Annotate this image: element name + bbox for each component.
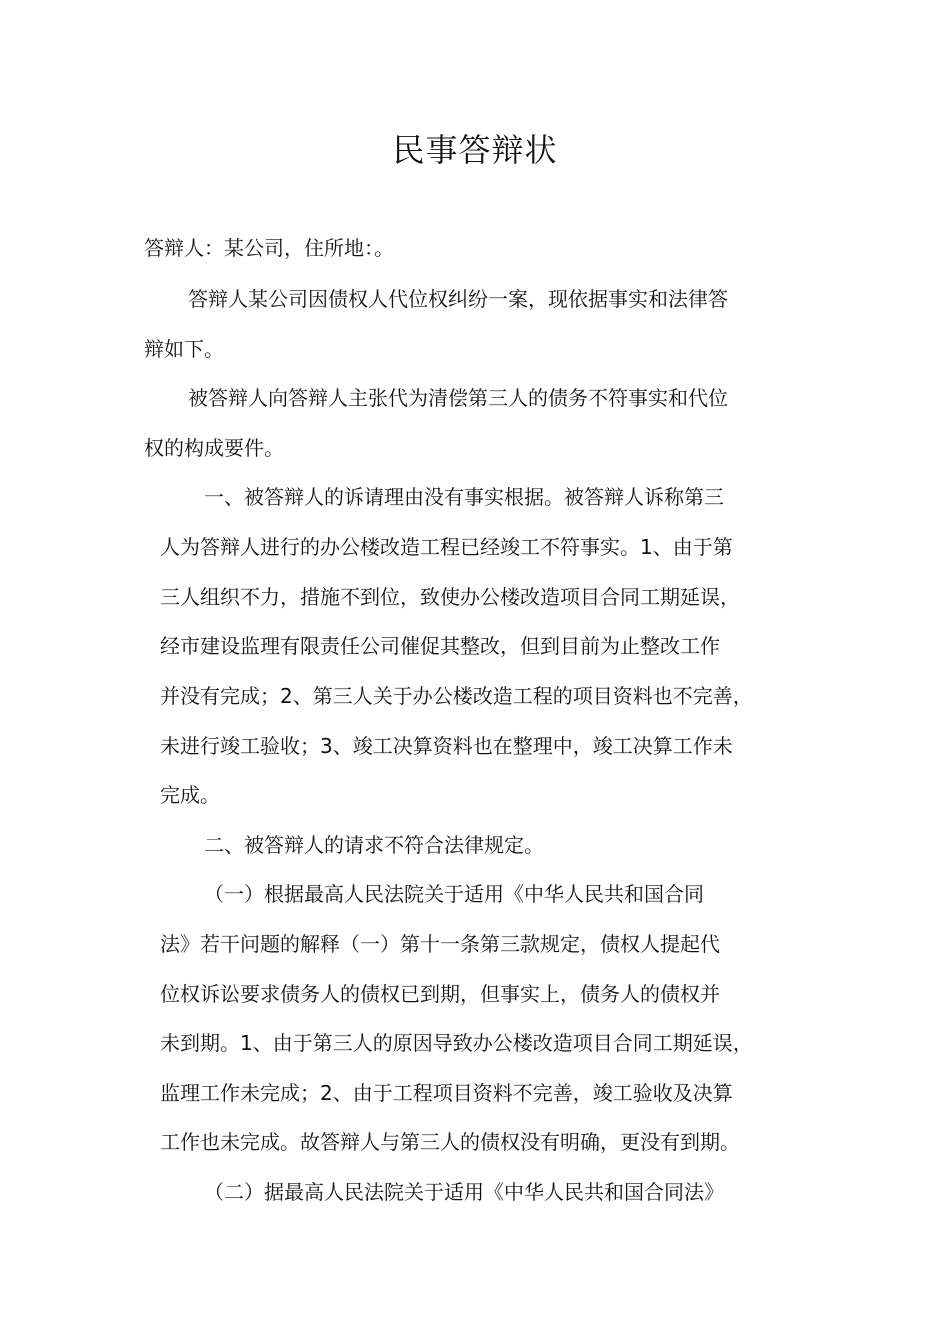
paragraph-line: 权的构成要件。	[144, 436, 284, 460]
subsection-one-line: 位权诉讼要求债务人的债权已到期，但事实上，债务人的债权并	[160, 982, 720, 1006]
section-two-heading: 二、被答辩人的请求不符合法律规定。	[204, 833, 544, 857]
subsection-one-line: 未到期。1、由于第三人的原因导致办公楼改造项目合同工期延误，	[160, 1031, 753, 1055]
section-one-line: 完成。	[160, 783, 220, 807]
section-one-line: 未进行竣工验收；3、竣工决算资料也在整理中，竣工决算工作未	[160, 734, 733, 758]
paragraph-line: 答辩人某公司因债权人代位权纠纷一案，现依据事实和法律答	[188, 287, 728, 311]
subsection-one-line: 工作也未完成。故答辩人与第三人的债权没有明确，更没有到期。	[160, 1130, 740, 1154]
subsection-one-line: （一）根据最高人民法院关于适用《中华人民共和国合同	[204, 882, 704, 906]
subsection-one-line: 法》若干问题的解释（一）第十一条第三款规定，债权人提起代	[160, 932, 720, 956]
section-one-line: 并没有完成；2、第三人关于办公楼改造工程的项目资料也不完善，	[160, 684, 753, 708]
section-one-line: 一、被答辩人的诉请理由没有事实根据。被答辩人诉称第三	[204, 485, 724, 509]
section-one-line: 人为答辩人进行的办公楼改造工程已经竣工不符事实。1、由于第	[160, 535, 733, 559]
paragraph-line: 被答辩人向答辩人主张代为清偿第三人的债务不符事实和代位	[188, 386, 728, 410]
document-title: 民事答辩状	[392, 131, 558, 169]
section-one-line: 三人组织不力，措施不到位，致使办公楼改造项目合同工期延误，	[160, 585, 740, 609]
subsection-two-line: （二）据最高人民法院关于适用《中华人民共和国合同法》	[204, 1180, 724, 1204]
respondent-line: 答辩人：某公司，住所地：。	[144, 236, 394, 260]
section-one-line: 经市建设监理有限责任公司催促其整改，但到目前为止整改工作	[160, 634, 720, 658]
subsection-one-line: 监理工作未完成；2、由于工程项目资料不完善，竣工验收及决算	[160, 1081, 733, 1105]
paragraph-line: 辩如下。	[144, 337, 224, 361]
